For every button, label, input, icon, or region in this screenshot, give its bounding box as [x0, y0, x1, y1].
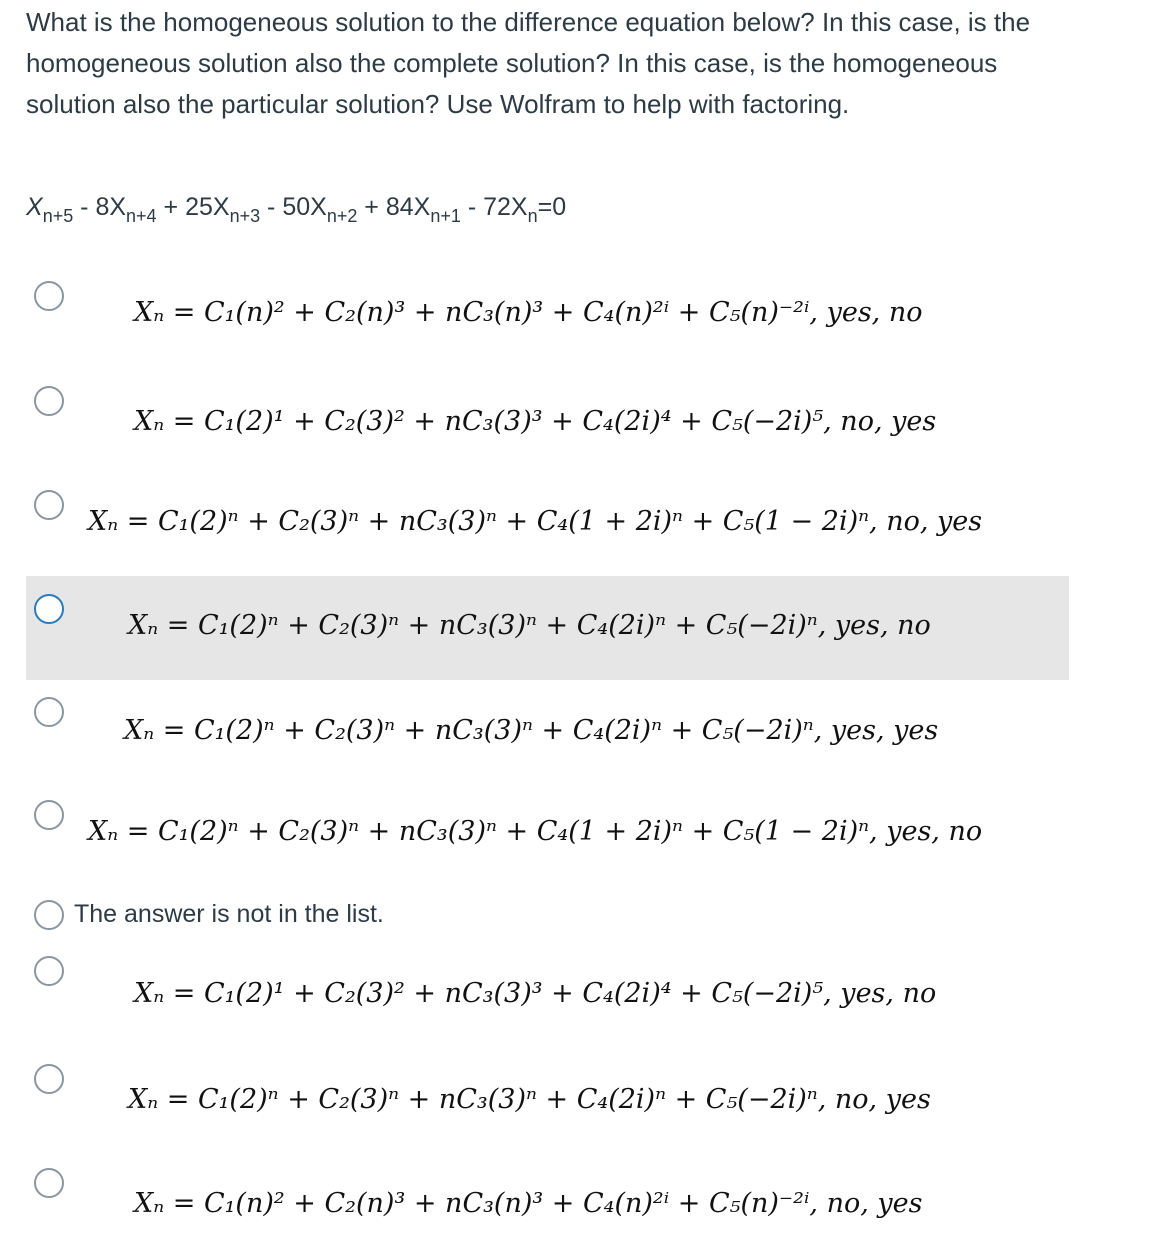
difference-equation: $X_{n+5} - 8X_{n+4} + 25X_{n+3} - 50X_{n+2} + 84X_{n+1} - 72X_n=0$: [26, 193, 567, 226]
radio-button[interactable]: [34, 490, 64, 520]
option-label: The answer is not in the list.: [74, 900, 384, 928]
answer-option-4[interactable]: [26, 576, 1069, 680]
option-label: Xₙ = C₁(n)² + C₂(n)³ + nC₃(n)³ + C₄(n)²ⁱ + C₅(n)⁻²ⁱ, no, yes: [134, 1188, 923, 1219]
radio-button[interactable]: [34, 1168, 64, 1198]
answer-option-6[interactable]: [26, 786, 1069, 876]
answer-option-8[interactable]: [26, 950, 1069, 1040]
radio-button[interactable]: [34, 956, 64, 986]
radio-button[interactable]: [34, 281, 64, 311]
option-label: Xₙ = C₁(2)ⁿ + C₂(3)ⁿ + nC₃(3)ⁿ + C₄(2i)ⁿ + C₅(−2i)ⁿ, no, yes: [128, 1084, 931, 1115]
radio-button[interactable]: [34, 594, 64, 624]
option-label: Xₙ = C₁(2)ⁿ + C₂(3)ⁿ + nC₃(3)ⁿ + C₄(1 + 2i)ⁿ + C₅(1 − 2i)ⁿ, no, yes: [88, 506, 983, 537]
option-label: Xₙ = C₁(2)ⁿ + C₂(3)ⁿ + nC₃(3)ⁿ + C₄(1 + 2i)ⁿ + C₅(1 − 2i)ⁿ, yes, no: [88, 816, 983, 847]
question-prompt: What is the homogeneous solution to the difference equation below? In this case, is the homogeneous solution also the complete solution? In this case, is the homogeneous solution also the particular solution? Use Wolfram to help with factoring.: [26, 7, 1031, 119]
radio-button[interactable]: [34, 386, 64, 416]
answer-option-7[interactable]: [26, 896, 1069, 936]
option-label: Xₙ = C₁(2)¹ + C₂(3)² + nC₃(3)³ + C₄(2i)⁴ + C₅(−2i)⁵, no, yes: [134, 406, 937, 437]
option-label: Xₙ = C₁(n)² + C₂(n)³ + nC₃(n)³ + C₄(n)²ⁱ + C₅(n)⁻²ⁱ, yes, no: [134, 297, 923, 328]
answer-option-5[interactable]: [26, 683, 1069, 773]
answer-option-3[interactable]: [26, 476, 1069, 566]
answer-option-10[interactable]: [26, 1160, 1069, 1250]
option-label: Xₙ = C₁(2)¹ + C₂(3)² + nC₃(3)³ + C₄(2i)⁴ + C₅(−2i)⁵, yes, no: [134, 978, 937, 1009]
answer-option-9[interactable]: [26, 1056, 1069, 1146]
radio-button[interactable]: [34, 697, 64, 727]
radio-button[interactable]: [34, 800, 64, 830]
radio-button[interactable]: [34, 1064, 64, 1094]
answer-option-2[interactable]: [26, 372, 1069, 462]
option-label: Xₙ = C₁(2)ⁿ + C₂(3)ⁿ + nC₃(3)ⁿ + C₄(2i)ⁿ + C₅(−2i)ⁿ, yes, no: [128, 610, 931, 641]
answer-option-1[interactable]: [26, 269, 1069, 359]
option-label: Xₙ = C₁(2)ⁿ + C₂(3)ⁿ + nC₃(3)ⁿ + C₄(2i)ⁿ + C₅(−2i)ⁿ, yes, yes: [124, 715, 939, 746]
radio-button[interactable]: [34, 900, 64, 930]
